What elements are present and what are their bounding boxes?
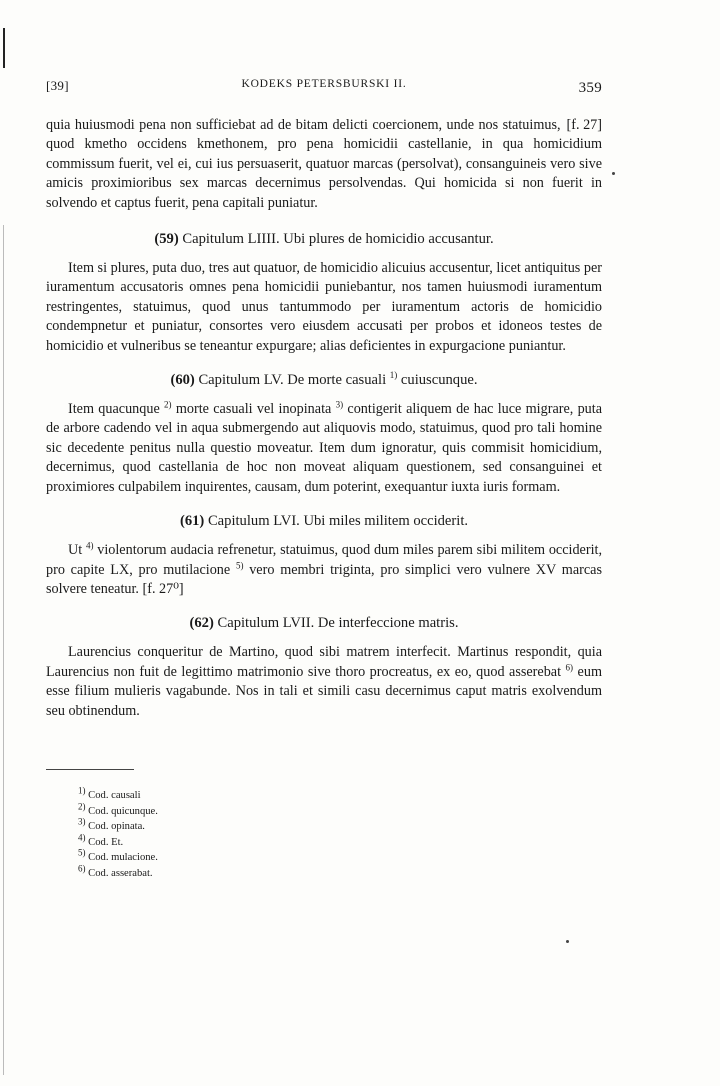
folio-note: [f. 27⁰]	[142, 580, 184, 597]
footnotes	[78, 785, 602, 882]
section-text-62	[46, 643, 602, 721]
footnote-divider	[46, 769, 134, 770]
page	[46, 72, 602, 882]
text-run: eum esse filium mulieris vagabunde. Nos in tali et simili casu decernimus caput matris exolvendum seu obtinendum.	[46, 663, 602, 719]
section-text-59: Item si plures, puta duo, tres aut quatuor, de homicidio alicuius accusentur, licet antiquitus per iuramentum accusatoris omnes pena homicidii puniebantur, nos tamen huiusmodi iuramentum restringentes, statuimus, quod unus tantummodo per iuramentum actoris de homicidio condempnetur et puniatur, consortes vero eiusdem accusati per probos et idoneos testes de homicidio et vulneribus se teneantur expurgare; alias deficientes in expurgacione puniantur.	[46, 260, 602, 354]
text-run: vero membri triginta, pro simplici vero vulnere XV marcas solvere teneatur.	[46, 561, 602, 597]
text-run: Laurencius conqueritur de Martino, quod sibi matrem interfecit. Martinus respondit, quia Laurencius non fuit de legittimo matrimonio sive thoro procreatus, ex eo, quod asserebat	[46, 644, 602, 680]
section-title: Capitulum LIIII. Ubi plures de homicidio accusantur.	[182, 231, 494, 248]
footnote-mark: 3)	[78, 816, 86, 827]
footnote-5	[78, 847, 602, 866]
footnote-mark: 2)	[78, 801, 86, 811]
footnote-2	[78, 801, 602, 820]
text-run: Item quacunque	[68, 401, 165, 418]
section-heading-61	[46, 511, 602, 531]
running-title: KODEKS PETERSBURSKI II.	[241, 78, 407, 90]
footnote-ref: 6)	[565, 661, 574, 672]
text-run: contigerit aliquem de hac luce migrare, puta de arbore cadendo vel in aqua submergendo aut aliquovis modo, statuimus, quod pro tali homine sic decedente penitus nulla questio moveatur. Item dum ignoratur, quis commisit homicidium, decernimus, quod castellania de hoc non moveat aliquam questionem, sed consanguinei et proximiores culpabilem inquirentes, causam, dum poterint, exequantur iuxta iuris formam.	[46, 401, 603, 495]
footnote-ref: 2)	[164, 399, 172, 410]
text-run: morte casuali vel inopinata	[171, 401, 332, 418]
intro-line-2: unde nos statuimus, quod kmetho occidens kmethonem, pro pena homicidii castellanie, in qua homicidium commissum fuerit, vel ei, cui ius persuaserit, quatuor marcas (persolvat), consanguineis vero sive amicis proximioribus sex marcas decernimus persolvendas. Qui homicida si non fuerit in solvendo et captus fuerit, pena capitali puniatur.	[46, 117, 602, 211]
footnote-text: Cod. opinata.	[88, 821, 145, 833]
running-header	[46, 72, 602, 96]
section-heading-60	[46, 370, 602, 390]
scan-speck	[566, 940, 569, 943]
section-heading-62	[46, 613, 602, 633]
section-title: Capitulum LV. De morte casuali	[198, 372, 387, 389]
text-run: Ut	[68, 542, 86, 559]
text-run: violentorum audacia refrenetur, statuimus, quod dum miles parem sibi militem occiderit, pro capite LX, pro mutilacione	[46, 542, 603, 578]
footnote-text: Cod. asserabat.	[88, 867, 153, 879]
binding-edge-mark	[3, 28, 5, 68]
footnote-3	[78, 816, 602, 835]
footnote-ref: 4)	[85, 540, 94, 551]
section-title-end: cuiuscunque.	[397, 372, 478, 389]
section-text-61	[46, 541, 602, 599]
section-title: Capitulum LVI. Ubi miles militem occiderit.	[207, 513, 469, 530]
footnote-text: Cod. causali	[88, 789, 141, 801]
footnote-text: Cod. Et.	[88, 836, 124, 848]
section-number: (60)	[170, 372, 195, 389]
page-number: 359	[578, 80, 602, 96]
section-text-60	[46, 400, 602, 497]
footnote-6	[78, 863, 602, 882]
main-text	[46, 116, 602, 721]
intro-paragraph	[46, 116, 602, 213]
footnote-1	[78, 785, 602, 804]
section-number: (62)	[189, 615, 214, 632]
binding-edge-shadow	[3, 225, 4, 1075]
footnote-ref: 5)	[235, 559, 244, 570]
intro-line-1: quia huiusmodi pena non sufficiebat ad de bitam delicti coercionem,	[46, 117, 443, 133]
document-number: [39]	[46, 78, 69, 93]
footnote-mark: 6)	[78, 863, 86, 874]
folio-note: [f. 27]	[566, 117, 602, 133]
footnote-text: Cod. quicunque.	[88, 805, 158, 817]
section-title: Capitulum LVII. De interfeccione matris.	[217, 615, 459, 632]
scan-speck	[612, 172, 615, 175]
section-number: (61)	[179, 513, 205, 530]
footnote-mark: 1)	[78, 785, 86, 796]
footnote-ref: 3)	[335, 399, 344, 410]
section-heading-59	[46, 229, 602, 249]
section-number: (59)	[154, 231, 179, 248]
footnote-4	[78, 832, 602, 851]
footnote-ref: 1)	[389, 370, 398, 381]
footnote-mark: 5)	[78, 847, 86, 858]
footnote-text: Cod. mulacione.	[88, 852, 158, 864]
footnote-mark: 4)	[78, 832, 86, 843]
